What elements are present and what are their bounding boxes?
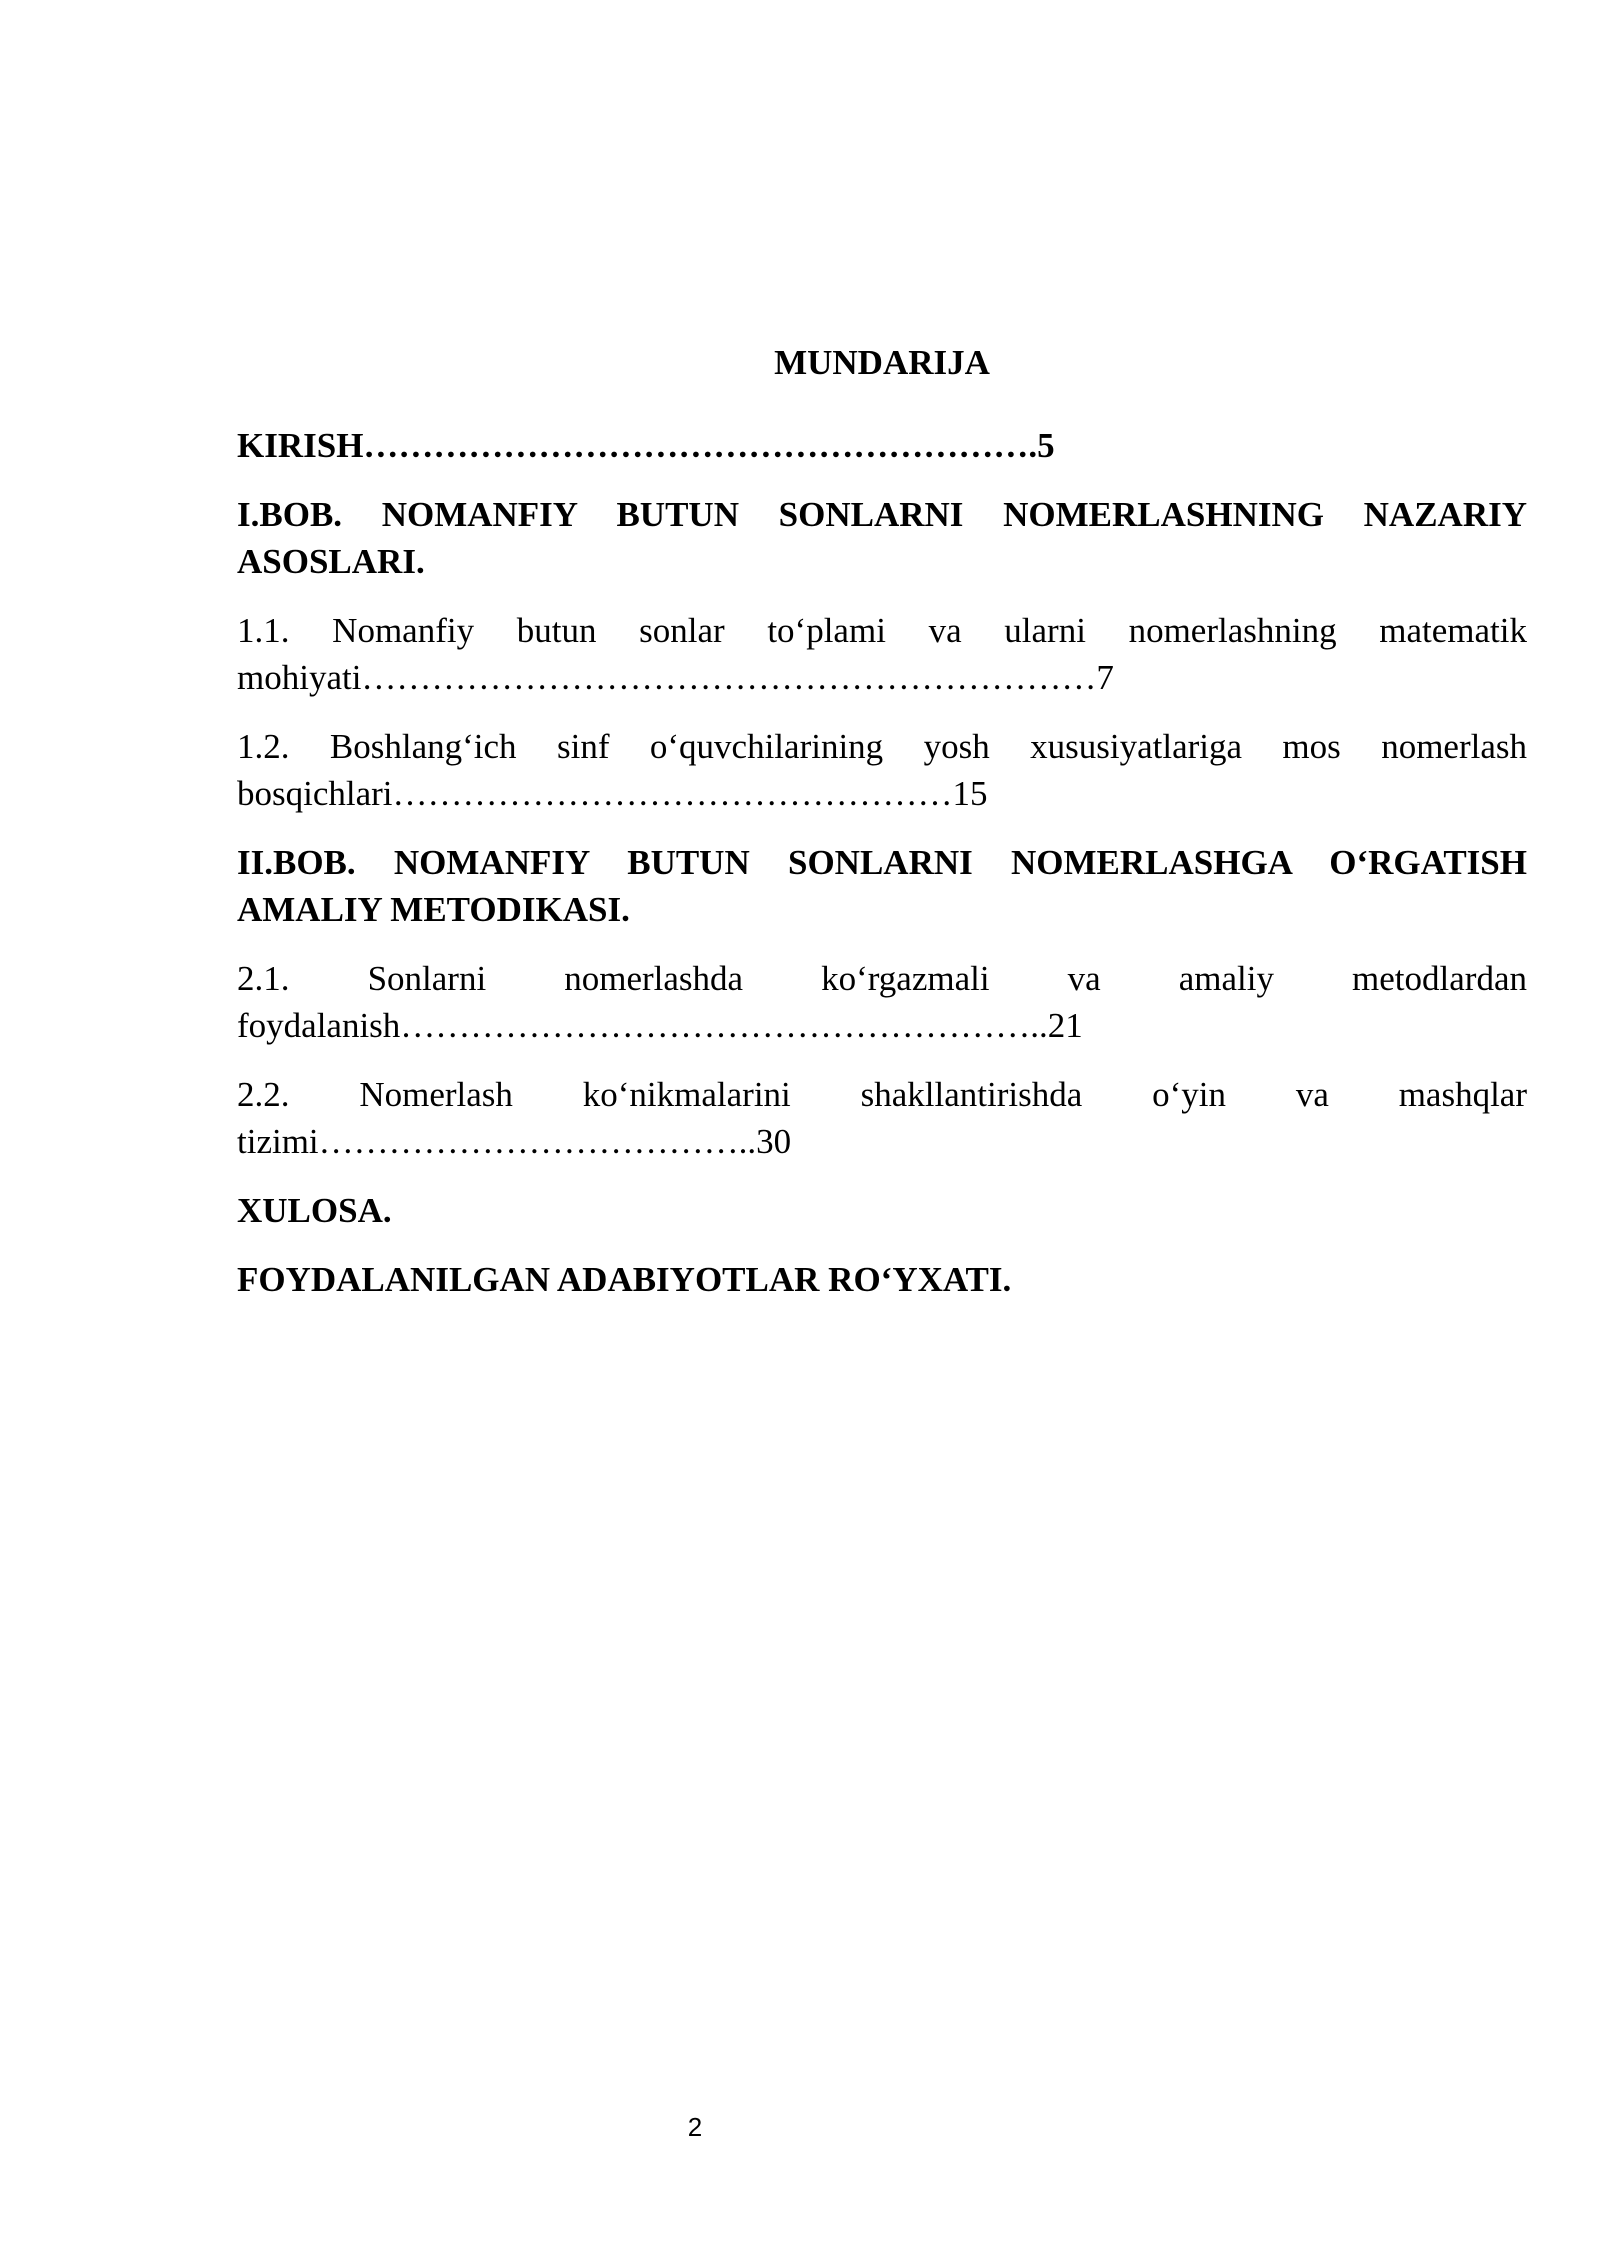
toc-entry-xulosa bbox=[237, 1187, 1527, 1234]
toc-entry-text-continued: tizimi………………………………..30 bbox=[237, 1122, 792, 1161]
toc-entry-text: XULOSA. bbox=[237, 1191, 392, 1230]
toc-entry-text-continued: ASOSLARI. bbox=[237, 542, 425, 581]
toc-entry-section-2-2 bbox=[237, 1071, 1527, 1165]
toc-entry-references bbox=[237, 1256, 1527, 1303]
toc-entry-text: FOYDALANILGAN ADABIYOTLAR RO‘YXATI. bbox=[237, 1260, 1012, 1299]
toc-entry-text: 1.2. Boshlang‘ich sinf o‘quvchilarining yosh xususiyatlariga mos nomerlash bbox=[237, 727, 1527, 766]
toc-entry-kirish bbox=[237, 422, 1527, 469]
toc-entry-text-continued: bosqichlari…………………………………………15 bbox=[237, 774, 988, 813]
toc-entry-chapter-1 bbox=[237, 491, 1527, 585]
toc-entry-text: 1.1. Nomanfiy butun sonlar to‘plami va ularni nomerlashning matematik bbox=[237, 611, 1527, 650]
toc-title: MUNDARIJA bbox=[774, 343, 990, 382]
table-of-contents bbox=[237, 340, 1527, 1325]
toc-entry-text: II.BOB. NOMANFIY BUTUN SONLARNI NOMERLASHGA O‘RGATISH bbox=[237, 843, 1527, 882]
toc-entry-section-1-2 bbox=[237, 723, 1527, 817]
toc-entry-text: I.BOB. NOMANFIY BUTUN SONLARNI NOMERLASHNING NAZARIY bbox=[237, 495, 1527, 534]
toc-entry-section-1-1 bbox=[237, 607, 1527, 701]
page-number: 2 bbox=[687, 2112, 703, 2142]
toc-entry-section-2-1 bbox=[237, 955, 1527, 1049]
toc-entry-chapter-2 bbox=[237, 839, 1527, 933]
toc-entry-text: 2.1. Sonlarni nomerlashda ko‘rgazmali va amaliy metodlardan bbox=[237, 959, 1527, 998]
toc-entry-text-continued: foydalanish………………………………………………..21 bbox=[237, 1006, 1083, 1045]
toc-entry-text: KIRISH………………………………………………….5 bbox=[237, 426, 1055, 465]
toc-entry-text: 2.2. Nomerlash ko‘nikmalarini shakllantirishda o‘yin va mashqlar bbox=[237, 1075, 1527, 1114]
toc-entry-text-continued: mohiyati………………………………………………………7 bbox=[237, 658, 1114, 697]
toc-entry-text-continued: AMALIY METODIKASI. bbox=[237, 890, 630, 929]
